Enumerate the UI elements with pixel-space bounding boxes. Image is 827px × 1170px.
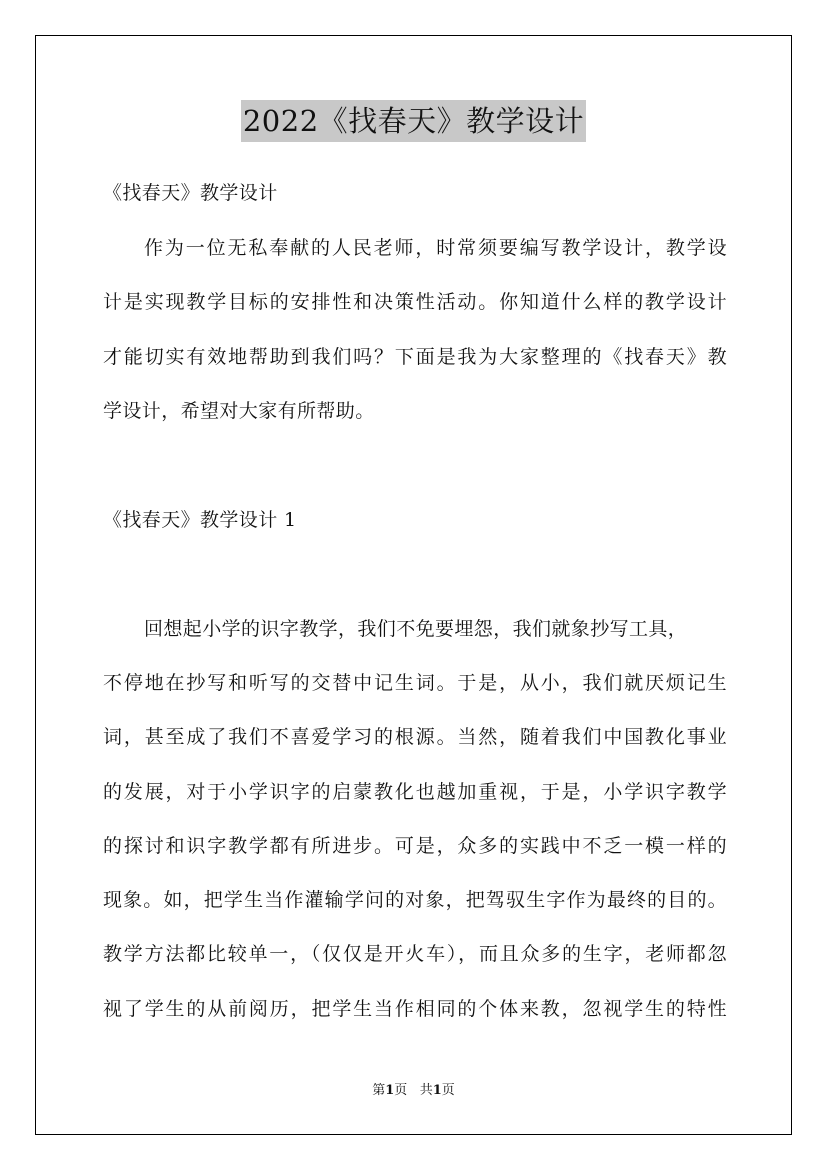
intro-line: 计是实现教学目标的安排性和决策性活动。你知道什么样的教学设计 — [103, 291, 727, 313]
body-line: 词，甚至成了我们不喜爱学习的根源。当然，随着我们中国教化事业 — [103, 726, 727, 748]
intro-line: 才能切实有效地帮助到我们吗？下面是我为大家整理的《找春天》教 — [103, 346, 727, 368]
footer-total-number: 1 — [432, 1083, 442, 1098]
section-heading: 《找春天》教学设计 1 — [103, 509, 297, 531]
title-wrap — [0, 100, 827, 142]
body-line: 不停地在抄写和听写的交替中记生词。于是，从小，我们就厌烦记生 — [103, 672, 727, 694]
footer-total-suffix: 页 — [441, 1083, 455, 1098]
body-line: 视了学生的从前阅历，把学生当作相同的个体来教，忽视学生的特性 — [103, 998, 727, 1020]
footer-page-prefix: 第 — [372, 1083, 386, 1098]
document-title: 2022《找春天》教学设计 — [241, 100, 586, 142]
body-line: 回想起小学的识字教学，我们不免要埋怨，我们就象抄写工具， — [144, 618, 688, 640]
body-line: 的探讨和识字教学都有所进步。可是，众多的实践中不乏一模一样的 — [103, 835, 727, 857]
intro-line: 作为一位无私奉献的人民老师，时常须要编写教学设计，教学设 — [144, 237, 727, 259]
footer-total-prefix: 共 — [419, 1083, 433, 1098]
body-line: 的发展，对于小学识字的启蒙教化也越加重视，于是，小学识字教学 — [103, 781, 727, 803]
body-line: 现象。如，把学生当作灌输学问的对象，把驾驭生字作为最终的目的。 — [103, 889, 727, 911]
document-heading: 《找春天》教学设计 — [103, 182, 278, 204]
footer-page-number: 1 — [385, 1083, 395, 1098]
body-line: 教学方法都比较单一，（仅仅是开火车），而且众多的生字，老师都忽 — [103, 943, 727, 965]
footer-page-suffix: 页 — [394, 1083, 408, 1098]
intro-line: 学设计，希望对大家有所帮助。 — [103, 400, 375, 422]
page-footer — [0, 1082, 827, 1100]
